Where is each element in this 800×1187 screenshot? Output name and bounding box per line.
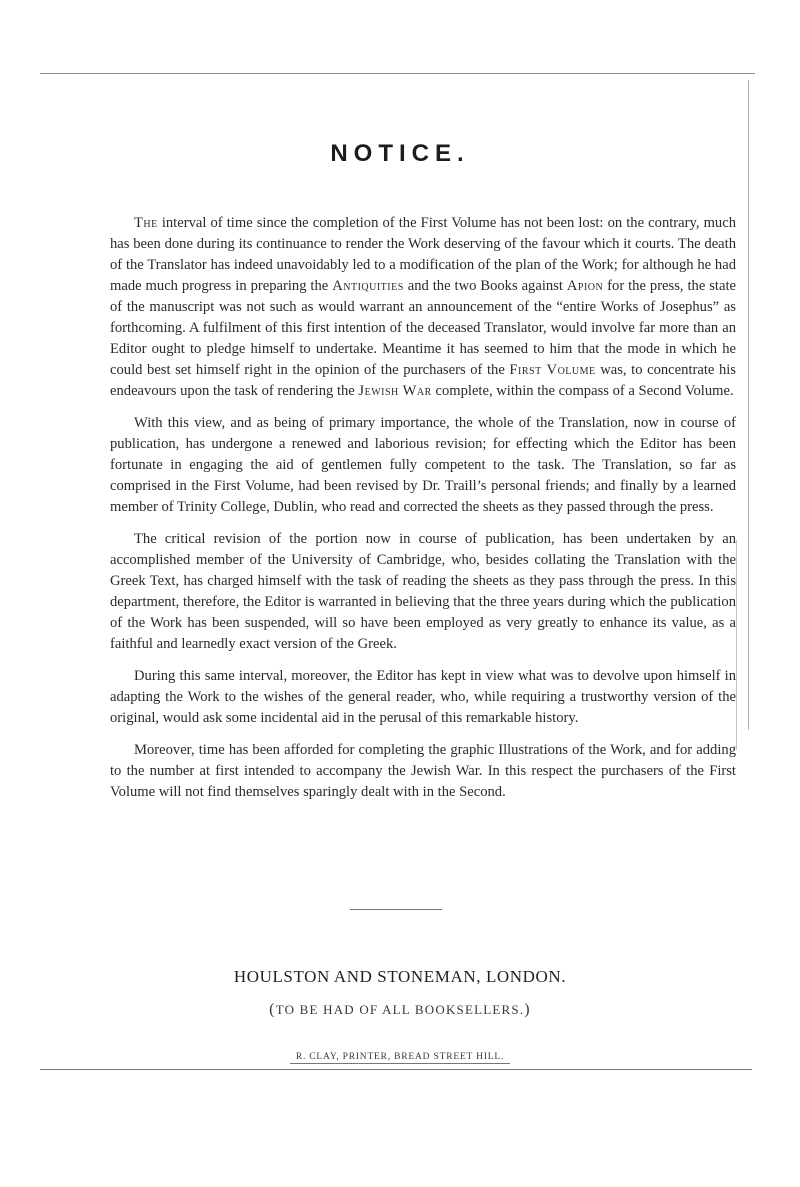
availability-close-paren: ) (524, 1001, 531, 1018)
paragraph-3: The critical revision of the portion now in course of publication, has been undertaken by an accomplished member of the University of Cambridge, who, besides collating the Translation with the Greek Text, has charged himself with the task of reading the sheets as they pass through the press. In this department, therefore, the Editor is warranted in believing that the three years during which the publication of the Work has been suspended, will so have been employed as very greatly to enhance its value, as a faithful and learnedly exact version of the Greek. (110, 531, 736, 652)
availability-open-paren: ( (269, 1001, 276, 1018)
right-edge-rule-lower (736, 540, 737, 750)
printer-text: R. CLAY, PRINTER, BREAD STREET HILL. (290, 1052, 510, 1064)
printer-line (0, 1052, 800, 1062)
paragraph-1 (110, 213, 736, 402)
publisher-line: HOULSTON AND STONEMAN, LONDON. (233, 967, 567, 986)
first-volume-term: First Volume (509, 362, 596, 378)
paragraph-1-text-e: complete, within the compass of a Second Volume. (431, 383, 734, 399)
availability-line (0, 1001, 800, 1019)
apion-term: Apion (566, 278, 604, 294)
top-rule (40, 73, 755, 74)
paragraph-1-text-a: interval of time since the completion of the First Volume has not been lost: on the contrary, much has been done during its continuance to render the Work deserving of the favour which it courts. The death of the Translator has indeed unavoidably led to a modification of the plan of the Work; for although he had made much progress in preparing the (110, 215, 736, 294)
paragraph-1-text-b: and the two Books against (403, 278, 567, 294)
paragraph-2: With this view, and as being of primary importance, the whole of the Translation, now in course of publication, has undergone a renewed and laborious revision; for effecting which the Editor has been fortunate in engaging the aid of gentlemen fully competent to the task. The Translation, so far as comprised in the First Volume, had been revised by Dr. Traill’s personal friends; and finally by a learned member of Trinity College, Dublin, who read and corrected the sheets as they passed through the press. (110, 415, 736, 515)
notice-title: NOTICE. (330, 140, 470, 167)
paragraph-4: During this same interval, moreover, the Editor has kept in view what was to devolve upon himself in adapting the Work to the wishes of the general reader, who, while requiring a trustworthy version of the original, would ask some incidental aid in the perusal of this remarkable history. (110, 668, 736, 726)
availability-text: TO BE HAD OF ALL BOOKSELLERS. (275, 1002, 525, 1017)
paragraph-1-text-c: for the press, the state of the manuscript was not such as would warrant an announcement of the “entire Works of Josephus” as forthcoming. A fulfilment of this first intention of the deceased Translator, would involve far more than an Editor ought to pledge himself to undertake. Meantime it has seemed to him that the mode in which he could best set himself right in the opinion of the purchasers of the (110, 278, 736, 378)
notice-body (110, 213, 736, 814)
jewish-war-term: Jewish War (358, 383, 432, 399)
paragraph-1-lead: The (134, 215, 158, 231)
paragraph-1-text-d: was, to concentrate his endeavours upon the task of rendering the (110, 362, 736, 399)
antiquities-term: Antiquities (332, 278, 404, 294)
paragraph-5: Moreover, time has been afforded for completing the graphic Illustrations of the Work, and for adding to the number at first intended to accompany the Jewish War. In this respect the purchasers of the First Volume will not find themselves sparingly dealt with in the Second. (110, 742, 736, 800)
section-divider (350, 909, 442, 910)
right-edge-rule (748, 80, 749, 730)
bottom-rule (40, 1069, 752, 1070)
